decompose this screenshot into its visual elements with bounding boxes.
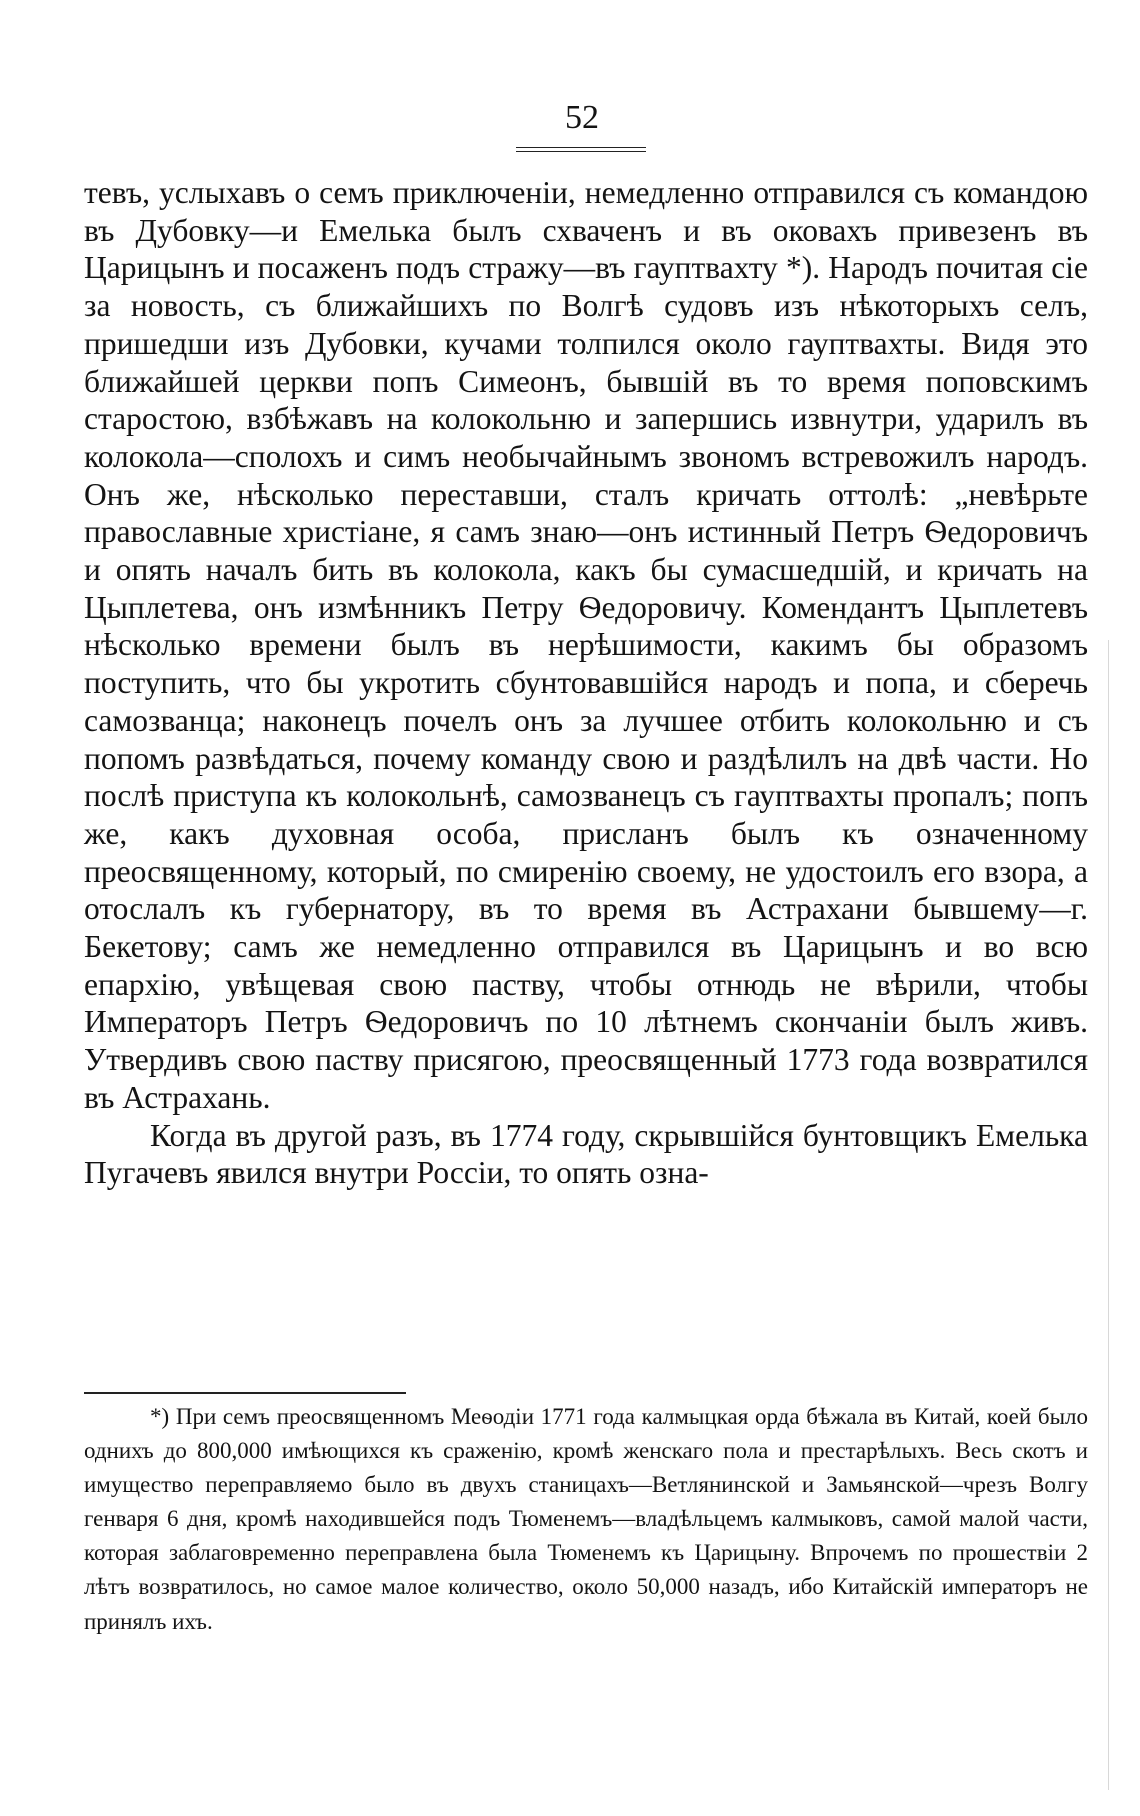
paragraph: Когда въ другой разъ, въ 1774 году, скрывшійся бунтовщикъ Емелька Пугачевъ явился внутри Россіи, то опять озна- [84,1117,1088,1191]
main-text [84,174,1088,1192]
footnote [84,1400,1088,1639]
footnote-separator [84,1392,406,1394]
scan-edge-line [1108,640,1109,1790]
paragraph: тевъ, услыхавъ о семъ приключеніи, немедленно отправился съ командою въ Дубовку—и Емелька былъ схваченъ и въ оковахъ привезенъ въ Царицынъ и посаженъ подъ стражу—въ гауптвахту *). Народъ почитая сіе за новость, съ ближайшихъ по Волгѣ судовъ изъ нѣкоторыхъ селъ, пришедши изъ Дубовки, кучами толпился около гауптвахты. Видя это ближайшей церкви попъ Симеонъ, бывшій въ то время поповскимъ старостою, взбѣжавъ на колокольню и запершись извнутри, ударилъ въ колокола—сполохъ и симъ необычайнымъ звономъ встревожилъ народъ. Онъ же, нѣсколько переставши, сталъ кричать оттолѣ: „невѣрьте православные христіане, я самъ знаю—онъ истинный Петръ Ѳедоровичъ и опять началъ бить въ колокола, какъ бы сумасшедшій, и кричать на Цыплетева, онъ измѣнникъ Петру Ѳедоровичу. Комендантъ Цыплетевъ нѣсколько времени былъ въ нерѣшимости, какимъ бы образомъ поступить, что бы укротить сбунтовавшійся народъ и попа, и сберечь самозванца; наконецъ почелъ онъ за лучшее отбить колокольню и съ попомъ развѣдаться, почему команду свою и раздѣлилъ на двѣ части. Но послѣ приступа къ колокольнѣ, самозванецъ съ гауптвахты пропалъ; попъ же, какъ духовная особа, присланъ былъ къ означенному преосвященному, который, по смиренію своему, не удостоилъ его взора, а отослалъ къ губернатору, въ то время въ Астрахани бывшему—г. Бекетову; самъ же немедленно отправился въ Царицынъ и во всю епархію, увѣщевая свою паству, чтобы отнюдь не вѣрили, чтобы Императоръ Петръ Ѳедоровичъ по 10 лѣтнемъ скончаніи былъ живъ. Утвердивъ свою паству присягою, преосвященный 1773 года возвратился въ Астрахань. [84,175,1088,1115]
page-number-underline [516,147,646,152]
footnote-text: *) При семъ преосвященномъ Меѳодіи 1771 года калмыцкая орда бѣжала въ Китай, коей было однихъ до 800,000 имѣющихся къ сраженію, кромѣ женскаго пола и престарѣлыхъ. Весь скотъ и имущество переправляемо было въ двухъ станицахъ—Ветлянинской и Замьянской—чрезъ Волгу генваря 6 дня, кромѣ находившейся подъ Тюменемъ—владѣльцемъ калмыковъ, самой малой части, которая заблаговременно переправлена была Тюменемъ къ Царицыну. Впрочемъ по прошествіи 2 лѣтъ возвратилось, но самое малое количество, около 50,000 назадъ, ибо Китайскій императоръ не принялъ ихъ. [84,1404,1088,1634]
page-number: 52 [565,99,599,136]
